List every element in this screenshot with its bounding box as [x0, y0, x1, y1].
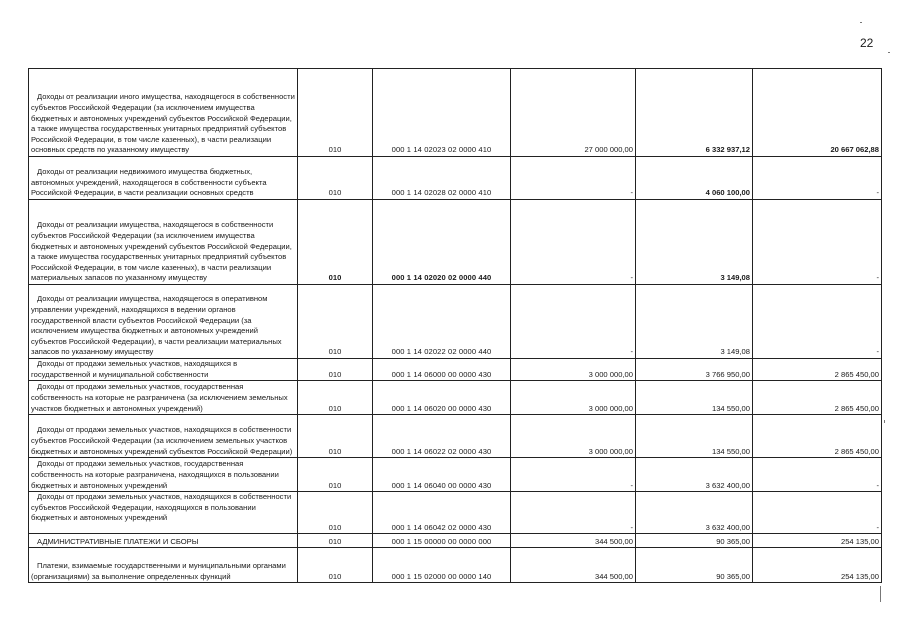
description-cell: Доходы от продажи земельных участков, государственная собственность на которые разграничена, находящихся в пользовании бюджетных и автономных учреждений — [29, 458, 298, 492]
executed-cell: 134 550,00 — [636, 415, 753, 458]
kbk-code-cell: 000 1 14 02020 02 0000 440 — [373, 200, 511, 285]
kbk-code-cell: 000 1 14 02022 02 0000 440 — [373, 285, 511, 359]
line-code-cell: 010 — [298, 359, 373, 381]
remaining-cell: 2 865 450,00 — [753, 381, 882, 415]
scan-mark — [884, 420, 885, 423]
description-cell: Доходы от реализации имущества, находящегося в собственности субъектов Российской Федерации (за исключением имущества бюджетных и автономных учреждений субъектов Российской Федерации, а также имущества государственных унитарных предприятий субъектов Российской Федерации, в том числе казенных), в части реализации материальных запасов по указанному имуществу — [29, 200, 298, 285]
table-row — [29, 458, 882, 492]
line-code-cell: 010 — [298, 157, 373, 200]
table-row — [29, 157, 882, 200]
line-code-cell: 010 — [298, 458, 373, 492]
table-row — [29, 69, 882, 157]
approved-cell: 344 500,00 — [511, 548, 636, 583]
description-cell: Доходы от продажи земельных участков, находящихся в государственной и муниципальной собственности — [29, 359, 298, 381]
approved-cell: 344 500,00 — [511, 534, 636, 548]
approved-cell: 3 000 000,00 — [511, 359, 636, 381]
remaining-cell: - — [753, 200, 882, 285]
approved-cell: 3 000 000,00 — [511, 415, 636, 458]
remaining-cell: 2 865 450,00 — [753, 359, 882, 381]
table-row — [29, 415, 882, 458]
scan-mark — [888, 52, 890, 53]
kbk-code-cell: 000 1 15 02000 00 0000 140 — [373, 548, 511, 583]
executed-cell: 90 365,00 — [636, 548, 753, 583]
table-row — [29, 534, 882, 548]
executed-cell: 3 766 950,00 — [636, 359, 753, 381]
executed-cell: 3 632 400,00 — [636, 458, 753, 492]
kbk-code-cell: 000 1 14 02028 02 0000 410 — [373, 157, 511, 200]
line-code-cell: 010 — [298, 69, 373, 157]
approved-cell: - — [511, 157, 636, 200]
remaining-cell: 2 865 450,00 — [753, 415, 882, 458]
description-cell: Доходы от продажи земельных участков, находящихся в собственности субъектов Российской Федерации, находящихся в пользовании бюджетных и автономных учреждений — [29, 492, 298, 534]
executed-cell: 3 632 400,00 — [636, 492, 753, 534]
description-cell: Платежи, взимаемые государственными и муниципальными органами (организациями) за выполнение определенных функций — [29, 548, 298, 583]
description-cell: Доходы от реализации иного имущества, находящегося в собственности субъектов Российской Федерации (за исключением имущества бюджетных и автономных учреждений субъектов Российской Федерации, а также имущества государственных унитарных предприятий субъектов Российской Федерации, в том числе казенных), в части реализации основных средств по указанному имуществу — [29, 69, 298, 157]
remaining-cell: - — [753, 285, 882, 359]
executed-cell: 3 149,08 — [636, 200, 753, 285]
description-cell: АДМИНИСТРАТИВНЫЕ ПЛАТЕЖИ И СБОРЫ — [29, 534, 298, 548]
executed-cell: 134 550,00 — [636, 381, 753, 415]
approved-cell: - — [511, 492, 636, 534]
line-code-cell: 010 — [298, 381, 373, 415]
kbk-code-cell: 000 1 14 06022 02 0000 430 — [373, 415, 511, 458]
executed-cell: 3 149,08 — [636, 285, 753, 359]
approved-cell: 3 000 000,00 — [511, 381, 636, 415]
table-row — [29, 548, 882, 583]
scan-mark — [880, 586, 881, 602]
kbk-code-cell: 000 1 14 06020 00 0000 430 — [373, 381, 511, 415]
approved-cell: - — [511, 458, 636, 492]
kbk-code-cell: 000 1 14 02023 02 0000 410 — [373, 69, 511, 157]
page-number: 22 — [860, 36, 874, 50]
table-row — [29, 285, 882, 359]
remaining-cell: 20 667 062,88 — [753, 69, 882, 157]
remaining-cell: - — [753, 157, 882, 200]
remaining-cell: 254 135,00 — [753, 548, 882, 583]
kbk-code-cell: 000 1 14 06042 02 0000 430 — [373, 492, 511, 534]
approved-cell: - — [511, 285, 636, 359]
scan-mark — [860, 22, 862, 23]
remaining-cell: - — [753, 458, 882, 492]
table-row — [29, 200, 882, 285]
kbk-code-cell: 000 1 14 06000 00 0000 430 — [373, 359, 511, 381]
kbk-code-cell: 000 1 14 06040 00 0000 430 — [373, 458, 511, 492]
executed-cell: 90 365,00 — [636, 534, 753, 548]
kbk-code-cell: 000 1 15 00000 00 0000 000 — [373, 534, 511, 548]
line-code-cell: 010 — [298, 200, 373, 285]
line-code-cell: 010 — [298, 492, 373, 534]
approved-cell: - — [511, 200, 636, 285]
table-row — [29, 492, 882, 534]
description-cell: Доходы от продажи земельных участков, государственная собственность на которые не разграничена (за исключением земельных участков бюджетных и автономных учреждений) — [29, 381, 298, 415]
line-code-cell: 010 — [298, 534, 373, 548]
line-code-cell: 010 — [298, 285, 373, 359]
description-cell: Доходы от реализации имущества, находящегося в оперативном управлении учреждений, находящихся в ведении органов государственной власти субъектов Российской Федерации (за исключением имущества бюджетных и автономных учреждений субъектов Российской Федерации), в части реализации материальных запасов по указанному имуществу — [29, 285, 298, 359]
budget-income-table — [28, 68, 882, 583]
executed-cell: 6 332 937,12 — [636, 69, 753, 157]
line-code-cell: 010 — [298, 548, 373, 583]
table-row — [29, 359, 882, 381]
approved-cell: 27 000 000,00 — [511, 69, 636, 157]
description-cell: Доходы от продажи земельных участков, находящихся в собственности субъектов Российской Федерации (за исключением земельных участков бюджетных и автономных учреждений субъектов Российской Федерации) — [29, 415, 298, 458]
table-row — [29, 381, 882, 415]
description-cell: Доходы от реализации недвижимого имущества бюджетных, автономных учреждений, находящегося в собственности субъекта Российской Федерации, в части реализации основных средств — [29, 157, 298, 200]
remaining-cell: 254 135,00 — [753, 534, 882, 548]
remaining-cell: - — [753, 492, 882, 534]
executed-cell: 4 060 100,00 — [636, 157, 753, 200]
line-code-cell: 010 — [298, 415, 373, 458]
